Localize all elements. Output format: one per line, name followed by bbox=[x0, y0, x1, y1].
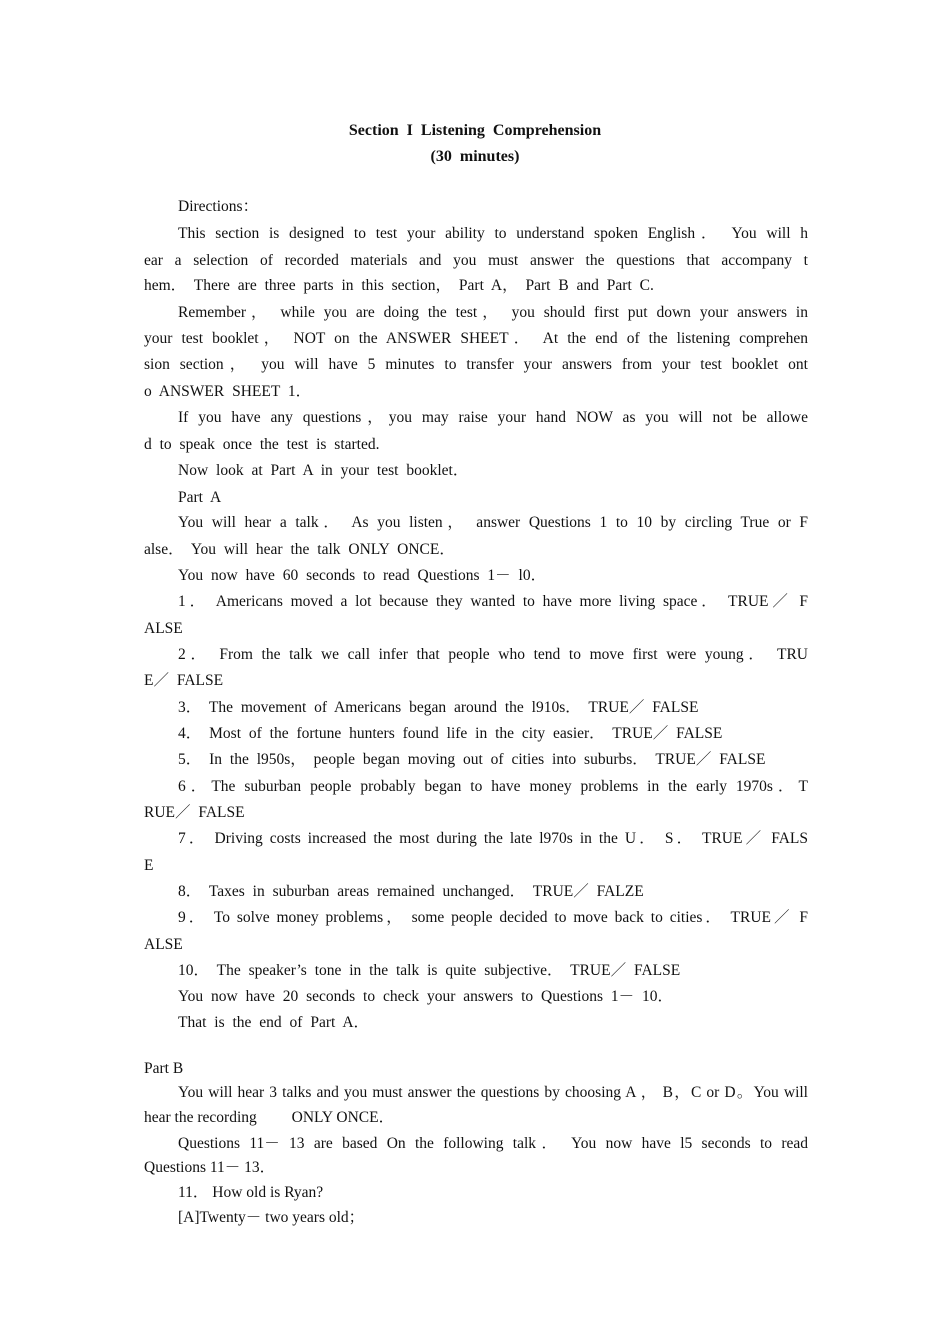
paragraph-line: You will hear 3 talks and you must answer the questions by choosing A ， B，C or D。You will bbox=[178, 1084, 808, 1101]
paragraph-line: hem． There are three parts in this section， Part A， Part B and Part C. bbox=[144, 277, 654, 294]
directions-heading: Directions： bbox=[178, 198, 259, 215]
paragraph-line: You now have 60 seconds to read Questions 1－ l0． bbox=[178, 567, 547, 584]
paragraph-line: Remember， while you are doing the test， you should first put down your answers in bbox=[178, 304, 808, 321]
paragraph-line: Now look at Part A in your test booklet． bbox=[178, 462, 469, 479]
section-title: Section I Listening Comprehension bbox=[348, 122, 602, 139]
question-line: 7． Driving costs increased the most during the late l970s in the U． S． TRUE／ FALS bbox=[178, 830, 808, 847]
question-line: 9． To solve money problems， some people decided to move back to cities． TRUE／ F bbox=[178, 909, 808, 926]
question-line: ALSE bbox=[144, 620, 183, 637]
question-line: ALSE bbox=[144, 936, 183, 953]
part-b-heading: Part B bbox=[144, 1060, 184, 1077]
paragraph-line: ear a selection of recorded materials and you must answer the questions that accompany t bbox=[144, 252, 808, 269]
question-line: 8． Taxes in suburban areas remained unchanged． TRUE／ FALZE bbox=[178, 883, 644, 900]
question-line: 11． How old is Ryan? bbox=[178, 1184, 324, 1201]
question-line: 6．The suburban people probably began to have money problems in the early 1970s．T bbox=[178, 778, 808, 795]
question-line: 5． In the l950s， people began moving out of cities into suburbs． TRUE／ FALSE bbox=[178, 751, 766, 768]
paragraph-line: This section is designed to test your ability to understand spoken English． You will h bbox=[178, 225, 808, 242]
paragraph-line: your test booklet， NOT on the ANSWER SHEET． At the end of the listening comprehen bbox=[144, 330, 808, 347]
paragraph-line: hear the recording ONLY ONCE． bbox=[144, 1109, 395, 1126]
question-line: E bbox=[144, 857, 154, 874]
question-line: 1． Americans moved a lot because they wanted to have more living space． TRUE／ F bbox=[178, 593, 808, 610]
paragraph-line: You now have 20 seconds to check your answers to Questions 1－ 10． bbox=[178, 988, 674, 1005]
section-duration: (30 minutes) bbox=[430, 148, 520, 165]
paragraph-line: o ANSWER SHEET 1． bbox=[144, 383, 312, 400]
paragraph-line: alse． You will hear the talk ONLY ONCE． bbox=[144, 541, 455, 558]
question-line: E／ FALSE bbox=[144, 672, 224, 689]
paragraph-line: If you have any questions，you may raise your hand NOW as you will not be allowe bbox=[178, 409, 808, 426]
question-line: 2． From the talk we call infer that people who tend to move first were young． TRU bbox=[178, 646, 808, 663]
question-line: RUE／ FALSE bbox=[144, 804, 245, 821]
paragraph-line: You will hear a talk． As you listen， answer Questions 1 to 10 by circling True or F bbox=[178, 514, 808, 531]
paragraph-line: Questions 11－ 13． bbox=[144, 1159, 276, 1176]
answer-option: [A]Twenty－ two years old； bbox=[178, 1209, 365, 1226]
paragraph-line: sion section， you will have 5 minutes to transfer your answers from your test booklet ont bbox=[144, 356, 808, 373]
paragraph-line: d to speak once the test is started. bbox=[144, 436, 380, 453]
part-a-heading: Part A bbox=[178, 489, 222, 506]
question-line: 3． The movement of Americans began around the l910s． TRUE／ FALSE bbox=[178, 699, 699, 716]
question-line: 4． Most of the fortune hunters found life in the city easier． TRUE／ FALSE bbox=[178, 725, 723, 742]
paragraph-line: Questions 11－ 13 are based On the following talk． You now have l5 seconds to read bbox=[178, 1135, 808, 1152]
question-line: 10． The speaker’s tone in the talk is quite subjective． TRUE／ FALSE bbox=[178, 962, 681, 979]
paragraph-line: That is the end of Part A． bbox=[178, 1014, 370, 1031]
